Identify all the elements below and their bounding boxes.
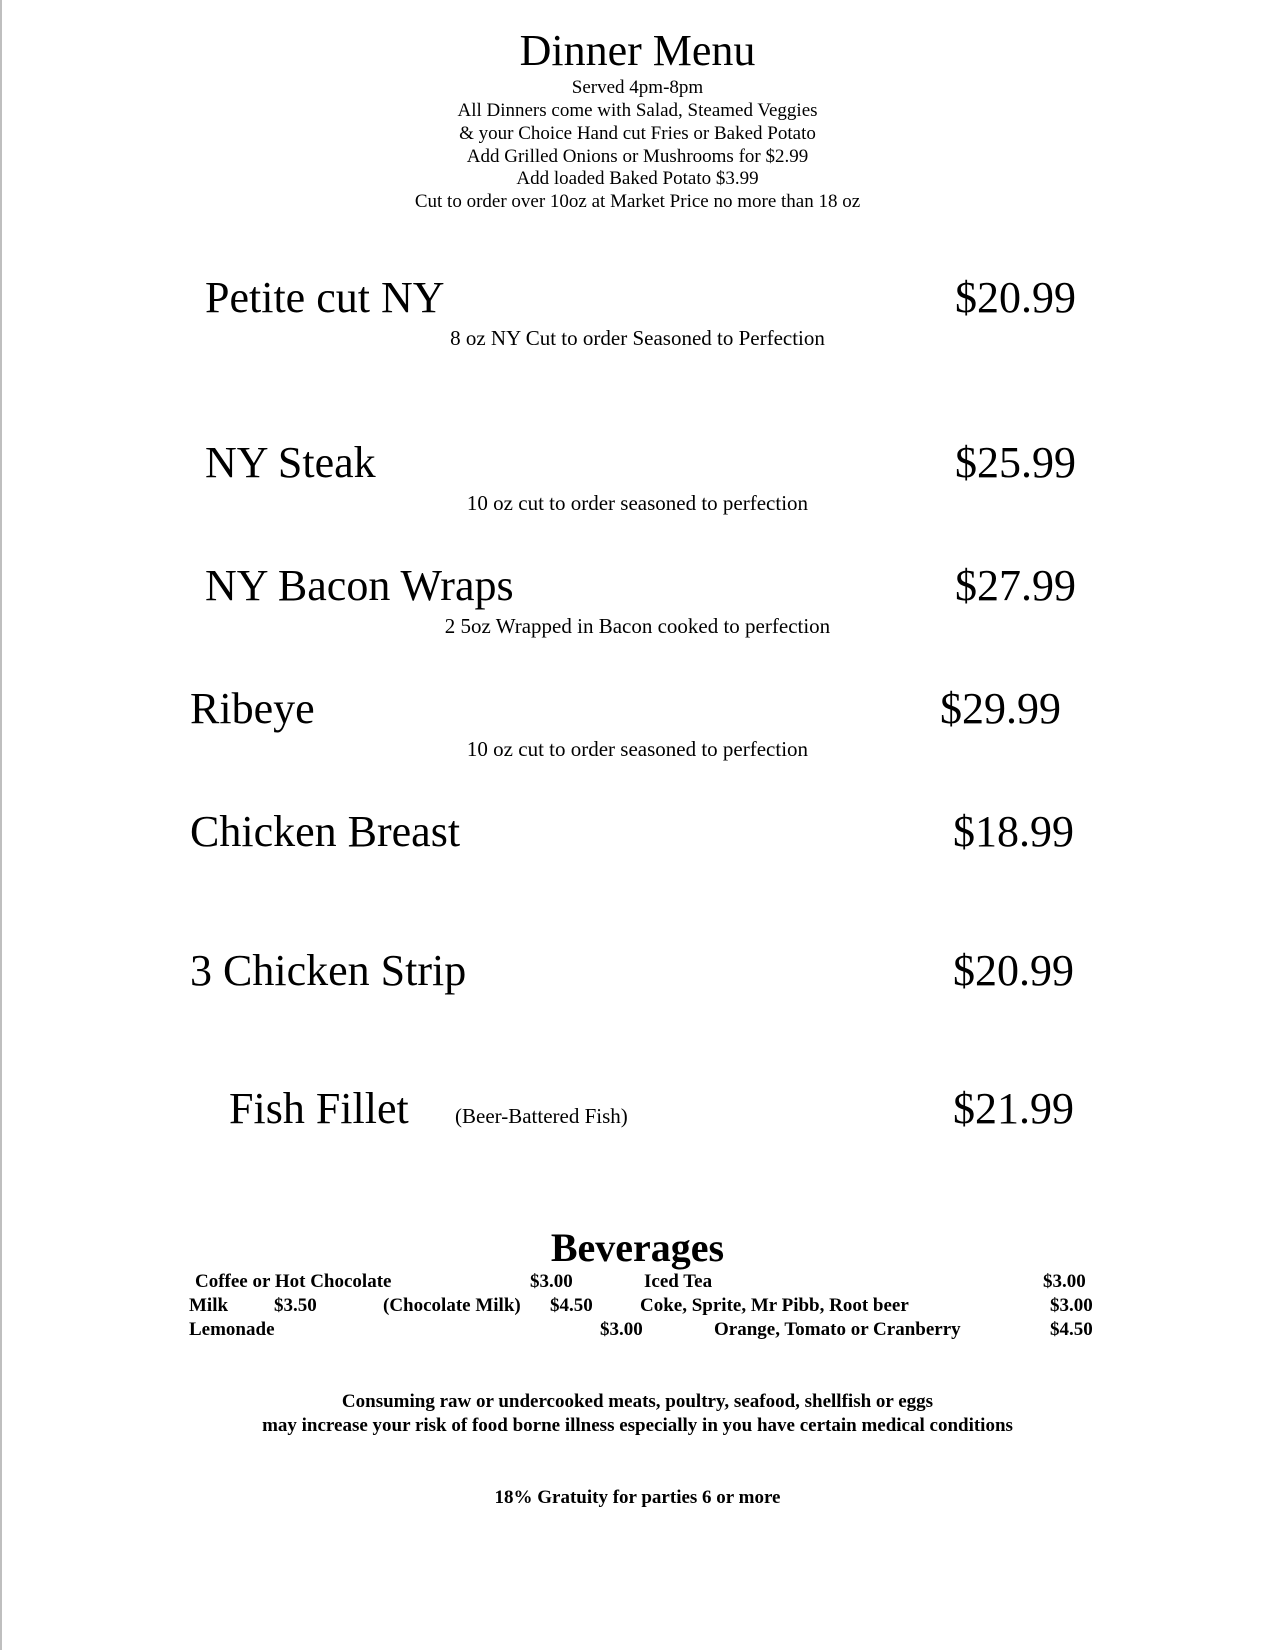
intro-line: Add Grilled Onions or Mushrooms for $2.99 [466, 146, 809, 167]
beverage-name: Lemonade [189, 1319, 275, 1340]
beverage-price: $3.50 [274, 1295, 317, 1316]
gratuity-notice: 18% Gratuity for parties 6 or more [494, 1487, 781, 1508]
item-name: Petite cut NY [205, 273, 445, 322]
beverage-price: $3.00 [530, 1271, 573, 1292]
item-name: Fish Fillet [229, 1084, 409, 1133]
item-description: 10 oz cut to order seasoned to perfection [466, 491, 809, 515]
item-description: 8 oz NY Cut to order Seasoned to Perfection [450, 326, 825, 350]
menu-title: Dinner Menu [519, 26, 756, 75]
beverage-price: $3.00 [1043, 1271, 1086, 1292]
beverage-name: Coke, Sprite, Mr Pibb, Root beer [640, 1295, 909, 1316]
item-name: Chicken Breast [190, 807, 461, 856]
item-name: NY Bacon Wraps [205, 561, 514, 610]
beverage-price: $3.00 [1050, 1295, 1093, 1316]
beverage-name: Orange, Tomato or Cranberry [714, 1319, 961, 1340]
intro-line: Cut to order over 10oz at Market Price no more than 18 oz [414, 191, 861, 212]
item-price: $21.99 [953, 1084, 1074, 1133]
item-name: NY Steak [205, 438, 376, 487]
beverage-price: $3.00 [600, 1319, 643, 1340]
item-name: Ribeye [190, 684, 315, 733]
item-price: $20.99 [955, 273, 1076, 322]
beverage-price: $4.50 [550, 1295, 593, 1316]
item-note: (Beer-Battered Fish) [455, 1104, 628, 1128]
health-warning-line: may increase your risk of food borne illness especially in you have certain medical conditions [262, 1415, 1013, 1436]
item-price: $20.99 [953, 946, 1074, 995]
item-price: $25.99 [955, 438, 1076, 487]
intro-line: Served 4pm-8pm [571, 77, 704, 98]
item-price: $18.99 [953, 807, 1074, 856]
item-description: 10 oz cut to order seasoned to perfection [466, 737, 809, 761]
beverages-title: Beverages [550, 1225, 725, 1270]
intro-line: & your Choice Hand cut Fries or Baked Potato [459, 123, 816, 144]
item-price: $29.99 [940, 684, 1061, 733]
item-price: $27.99 [955, 561, 1076, 610]
beverage-name: (Chocolate Milk) [383, 1295, 521, 1316]
beverage-name: Milk [189, 1295, 229, 1316]
intro-line: All Dinners come with Salad, Steamed Veggies [457, 100, 818, 121]
beverage-name: Iced Tea [644, 1271, 713, 1292]
beverage-price: $4.50 [1050, 1319, 1093, 1340]
health-warning-line: Consuming raw or undercooked meats, poultry, seafood, shellfish or eggs [341, 1391, 934, 1412]
item-name: 3 Chicken Strip [190, 946, 467, 995]
beverage-name: Coffee or Hot Chocolate [195, 1271, 392, 1292]
intro-line: Add loaded Baked Potato $3.99 [516, 168, 759, 189]
item-description: 2 5oz Wrapped in Bacon cooked to perfection [444, 614, 831, 638]
